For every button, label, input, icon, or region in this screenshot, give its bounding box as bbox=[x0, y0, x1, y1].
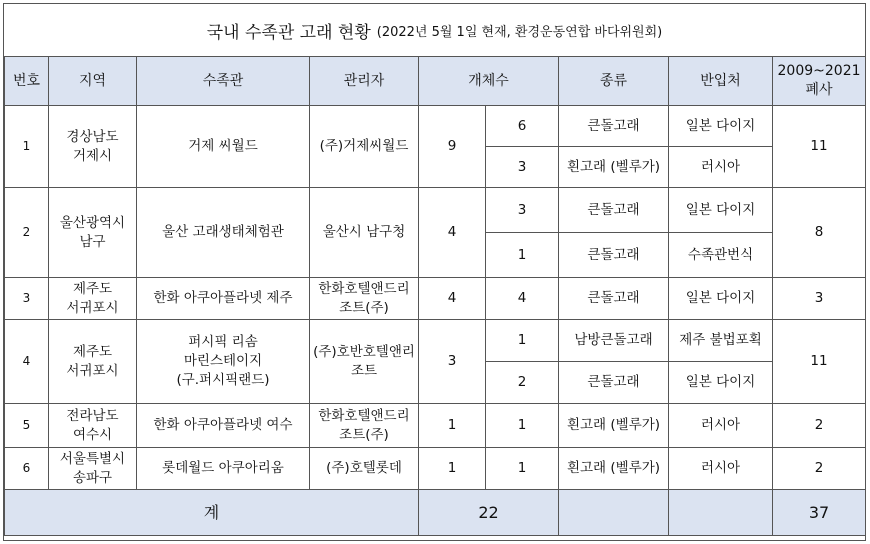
header-origin: 반입처 bbox=[669, 57, 773, 106]
cell-no: 6 bbox=[5, 448, 49, 490]
total-empty-species bbox=[559, 490, 669, 536]
header-region: 지역 bbox=[49, 57, 137, 106]
cell-total: 4 bbox=[419, 188, 486, 278]
cell-count: 1 bbox=[486, 448, 559, 490]
cell-manager: (주)호텔롯데 bbox=[310, 448, 419, 490]
cell-count: 3 bbox=[486, 188, 559, 233]
table-row bbox=[5, 106, 866, 147]
cell-aquarium: 롯데월드 아쿠아리움 bbox=[137, 448, 310, 490]
cell-count: 1 bbox=[486, 233, 559, 278]
cell-region: 제주도 서귀포시 bbox=[49, 320, 137, 404]
table-row bbox=[5, 404, 866, 448]
cell-count: 1 bbox=[486, 320, 559, 362]
cell-total: 1 bbox=[419, 404, 486, 448]
header-manager: 관리자 bbox=[310, 57, 419, 106]
header-deaths: 2009~2021 폐사 bbox=[773, 57, 866, 106]
cell-manager: 한화호텔앤드리 조트(주) bbox=[310, 278, 419, 320]
total-count: 22 bbox=[419, 490, 559, 536]
header-no: 번호 bbox=[5, 57, 49, 106]
cell-species: 흰고래 (벨루가) bbox=[559, 448, 669, 490]
cell-aquarium: 울산 고래생태체험관 bbox=[137, 188, 310, 278]
table-row bbox=[5, 278, 866, 320]
cell-no: 5 bbox=[5, 404, 49, 448]
table-title bbox=[4, 4, 865, 56]
cell-species: 큰돌고래 bbox=[559, 106, 669, 147]
header-row bbox=[5, 57, 866, 106]
cell-no: 2 bbox=[5, 188, 49, 278]
cell-region: 서울특별시 송파구 bbox=[49, 448, 137, 490]
cell-deaths: 8 bbox=[773, 188, 866, 278]
cell-species: 큰돌고래 bbox=[559, 233, 669, 278]
cell-deaths: 11 bbox=[773, 320, 866, 404]
cell-region: 경상남도 거제시 bbox=[49, 106, 137, 188]
table-row bbox=[5, 320, 866, 362]
cell-manager: 한화호텔앤드리 조트(주) bbox=[310, 404, 419, 448]
cell-manager: (주)호반호텔앤리 조트 bbox=[310, 320, 419, 404]
cell-species: 큰돌고래 bbox=[559, 278, 669, 320]
table-row bbox=[5, 188, 866, 233]
cell-deaths: 11 bbox=[773, 106, 866, 188]
cell-origin: 러시아 bbox=[669, 404, 773, 448]
cell-no: 3 bbox=[5, 278, 49, 320]
cell-total: 1 bbox=[419, 448, 486, 490]
cell-aquarium: 한화 아쿠아플라넷 여수 bbox=[137, 404, 310, 448]
cell-aquarium: 퍼시픽 리솜 마린스테이지 (구.퍼시픽랜드) bbox=[137, 320, 310, 404]
cell-species: 흰고래 (벨루가) bbox=[559, 404, 669, 448]
cell-deaths: 2 bbox=[773, 448, 866, 490]
cell-region: 전라남도 여수시 bbox=[49, 404, 137, 448]
cell-origin: 러시아 bbox=[669, 448, 773, 490]
whale-status-table bbox=[4, 56, 866, 536]
cell-total: 3 bbox=[419, 320, 486, 404]
header-aquarium: 수족관 bbox=[137, 57, 310, 106]
cell-count: 4 bbox=[486, 278, 559, 320]
cell-origin: 일본 다이지 bbox=[669, 278, 773, 320]
document-frame bbox=[3, 3, 866, 541]
cell-deaths: 2 bbox=[773, 404, 866, 448]
total-row bbox=[5, 490, 866, 536]
header-count: 개체수 bbox=[419, 57, 559, 106]
table-row bbox=[5, 448, 866, 490]
cell-origin: 일본 다이지 bbox=[669, 106, 773, 147]
cell-origin: 제주 불법포획 bbox=[669, 320, 773, 362]
cell-count: 2 bbox=[486, 362, 559, 404]
cell-total: 4 bbox=[419, 278, 486, 320]
total-deaths: 37 bbox=[773, 490, 866, 536]
cell-count: 3 bbox=[486, 147, 559, 188]
cell-count: 1 bbox=[486, 404, 559, 448]
cell-aquarium: 거제 씨월드 bbox=[137, 106, 310, 188]
title-main: 국내 수족관 고래 현황 bbox=[206, 22, 371, 43]
cell-aquarium: 한화 아쿠아플라넷 제주 bbox=[137, 278, 310, 320]
title-subtitle: (2022년 5월 1일 현재, 환경운동연합 바다위원회) bbox=[376, 24, 663, 40]
cell-region: 제주도 서귀포시 bbox=[49, 278, 137, 320]
cell-region: 울산광역시 남구 bbox=[49, 188, 137, 278]
total-label: 계 bbox=[5, 490, 419, 536]
total-empty-origin bbox=[669, 490, 773, 536]
cell-origin: 일본 다이지 bbox=[669, 362, 773, 404]
cell-species: 흰고래 (벨루가) bbox=[559, 147, 669, 188]
cell-total: 9 bbox=[419, 106, 486, 188]
cell-species: 큰돌고래 bbox=[559, 362, 669, 404]
cell-deaths: 3 bbox=[773, 278, 866, 320]
header-species: 종류 bbox=[559, 57, 669, 106]
cell-species: 남방큰돌고래 bbox=[559, 320, 669, 362]
cell-origin: 러시아 bbox=[669, 147, 773, 188]
cell-count: 6 bbox=[486, 106, 559, 147]
cell-origin: 일본 다이지 bbox=[669, 188, 773, 233]
cell-manager: (주)거제씨월드 bbox=[310, 106, 419, 188]
cell-no: 1 bbox=[5, 106, 49, 188]
cell-species: 큰돌고래 bbox=[559, 188, 669, 233]
cell-no: 4 bbox=[5, 320, 49, 404]
cell-origin: 수족관번식 bbox=[669, 233, 773, 278]
cell-manager: 울산시 남구청 bbox=[310, 188, 419, 278]
